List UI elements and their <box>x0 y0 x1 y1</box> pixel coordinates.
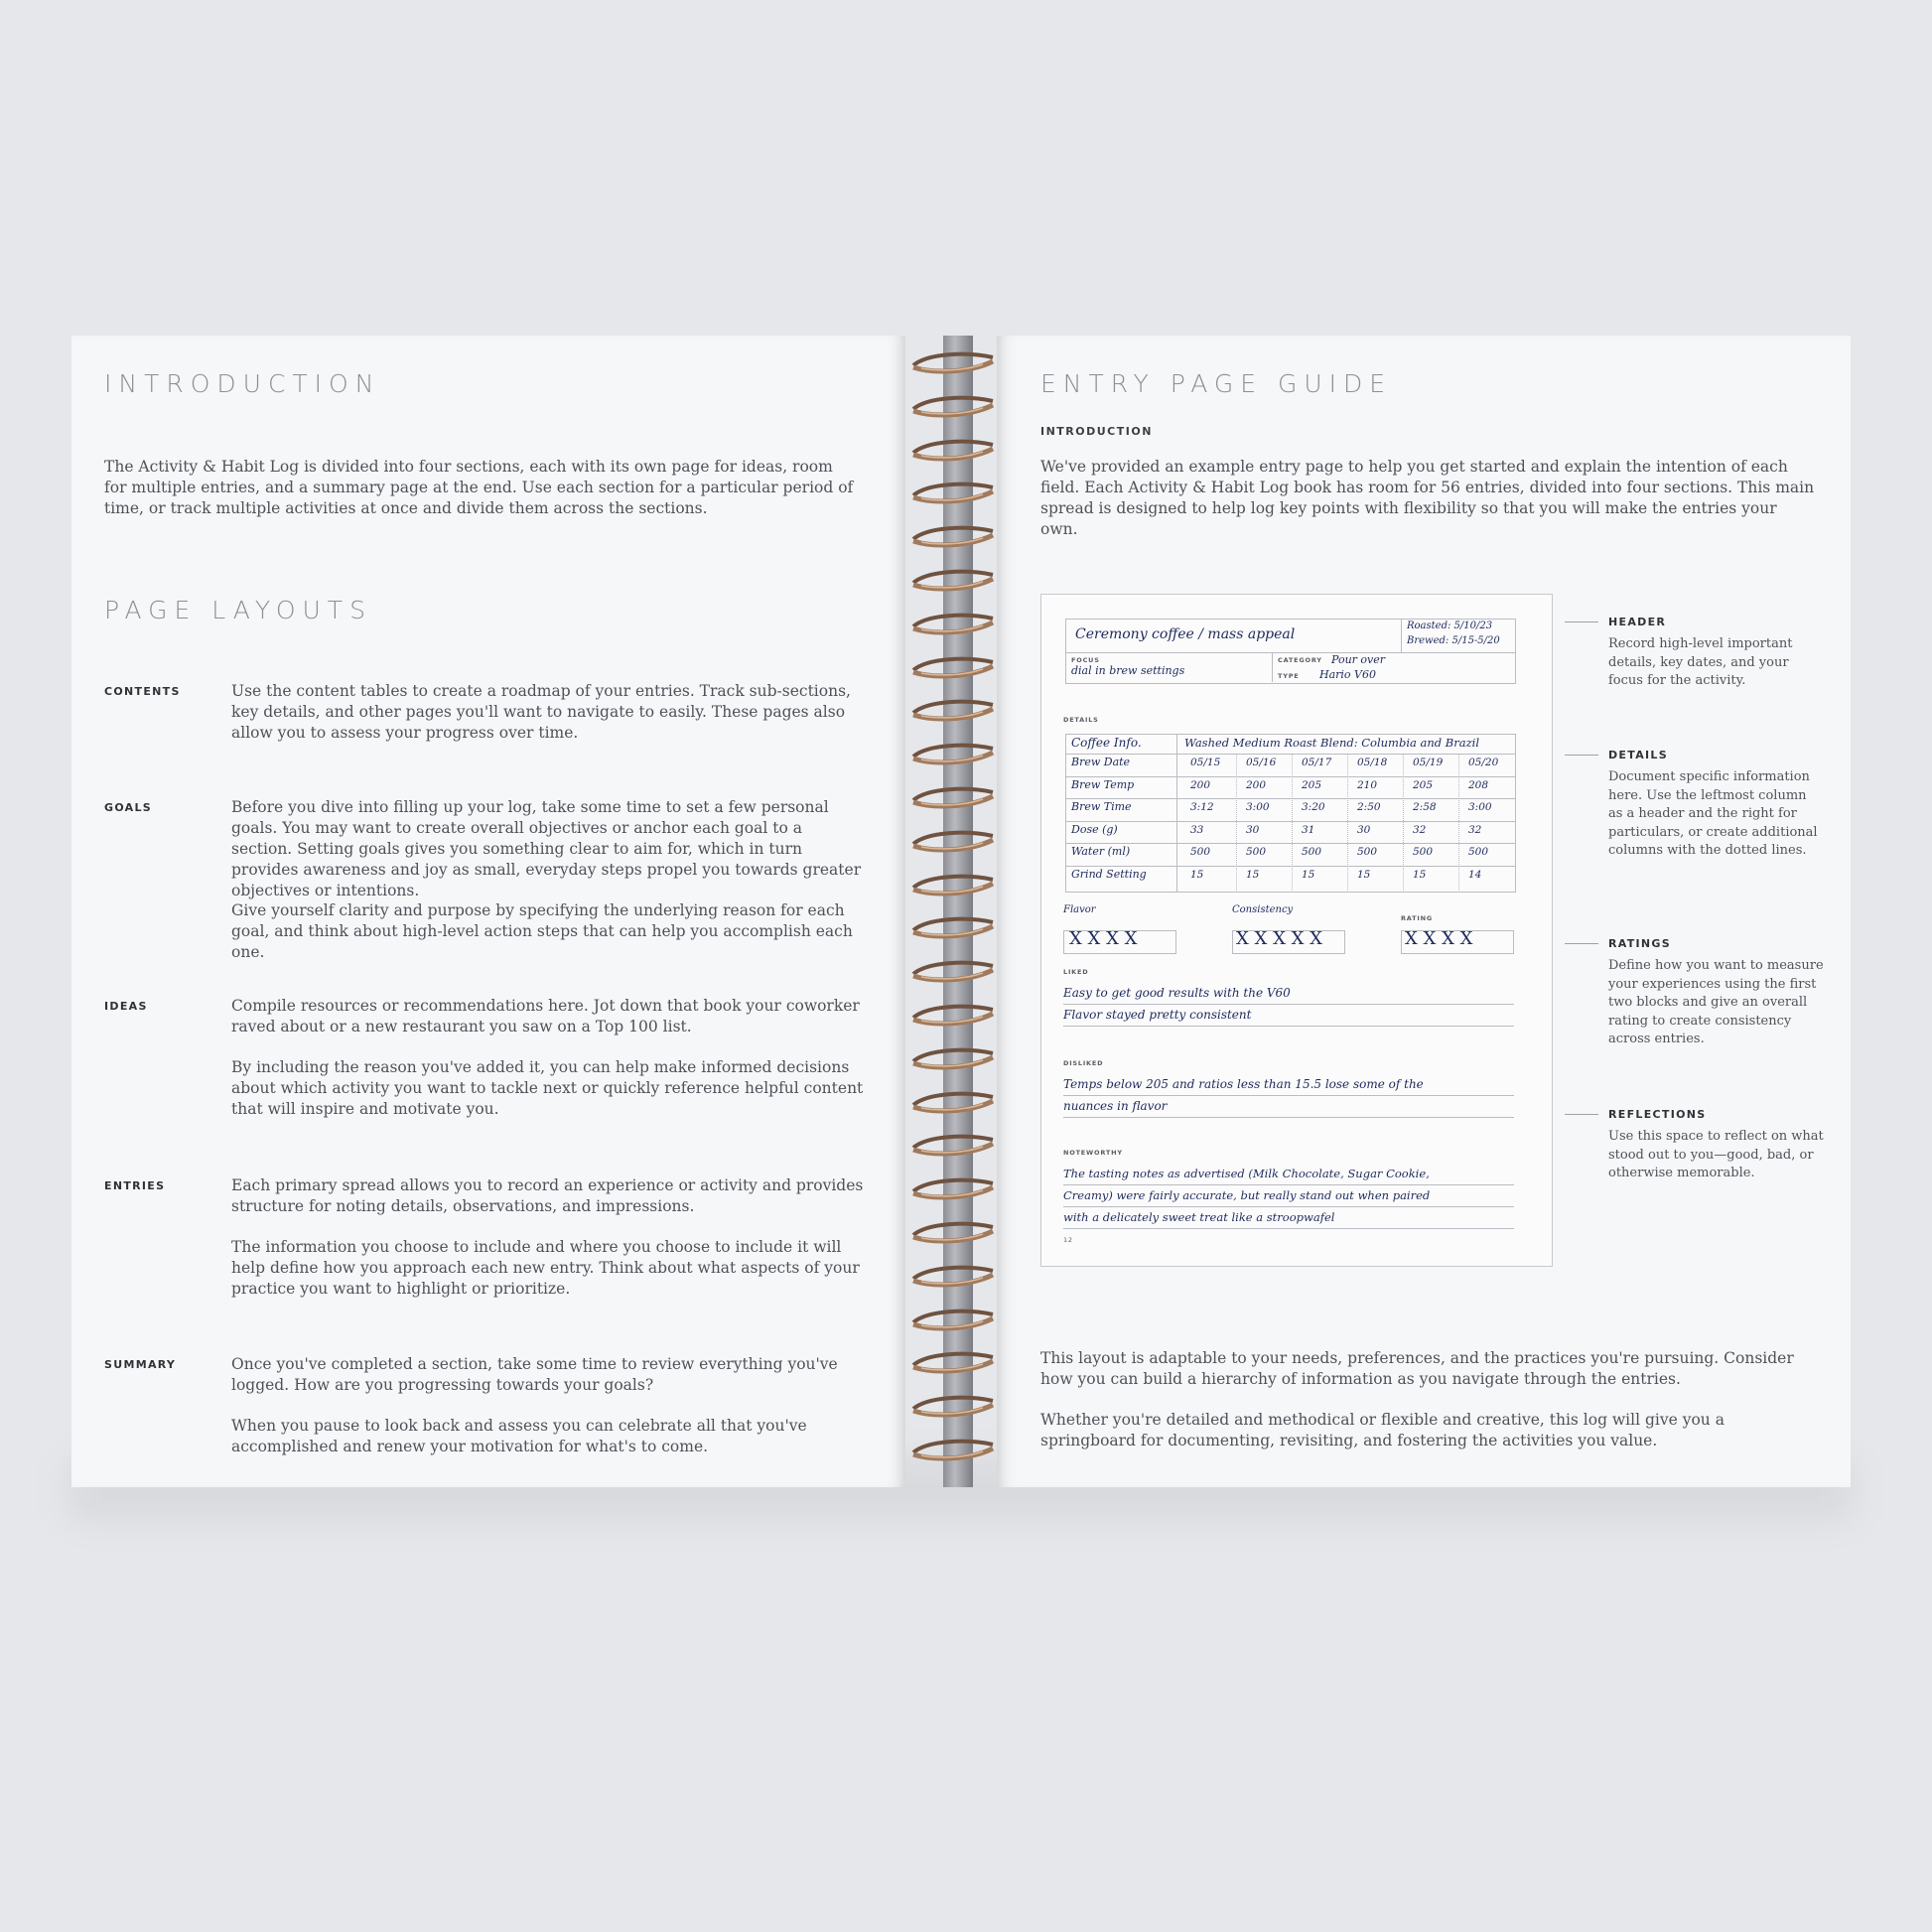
details-cell: 15 <box>1413 868 1427 881</box>
page-number: 12 <box>1063 1236 1073 1244</box>
details-row-label: Brew Temp <box>1071 777 1135 791</box>
page-layouts-heading: PAGE LAYOUTS <box>104 596 372 624</box>
details-column-dotted-line <box>1292 754 1293 891</box>
details-row-divider <box>1065 866 1516 867</box>
entry-category: Pour over <box>1331 653 1386 666</box>
section-text-entries-2: The information you choose to include and where you choose to include it will help define how you approach each new entry. Think about what aspects of your practice you want to highlight or prioritize. <box>231 1238 860 1298</box>
section-label-contents: CONTENTS <box>104 685 181 698</box>
spiral-binding <box>903 336 999 1487</box>
section-text-entries-1: Each primary spread allows you to record an experience or activity and provides structure for noting details, observations, and impressions. <box>231 1176 864 1215</box>
section-label-summary: SUMMARY <box>104 1358 177 1371</box>
details-row-divider <box>1065 798 1516 799</box>
disliked-line-1: Temps below 205 and ratios less than 15.5 lose some of the <box>1063 1077 1424 1091</box>
coil-ring <box>907 1089 999 1115</box>
annotation-text-reflections: Use this space to reflect on what stood out to you—good, bad, or otherwise memorable. <box>1608 1129 1824 1180</box>
annotation-label-ratings: RATINGS <box>1608 937 1671 950</box>
introduction-text: The Activity & Habit Log is divided into four sections, each with its own page for ideas, room for multiple entries, and a summary page at the end. Use each section for a particular period of time, or track multiple activities at once and divide them across the sections. <box>104 458 854 517</box>
coil-ring <box>907 611 999 636</box>
details-cell: 500 <box>1302 846 1322 858</box>
details-cell: 05/17 <box>1302 757 1332 768</box>
coil-ring <box>907 1263 999 1289</box>
details-column-dotted-line <box>1458 754 1459 891</box>
liked-line-1: Easy to get good results with the V60 <box>1063 986 1291 1000</box>
entry-page-guide-heading: ENTRY PAGE GUIDE <box>1040 369 1393 398</box>
details-cell: 2:50 <box>1357 801 1381 813</box>
details-cell: 500 <box>1413 846 1434 858</box>
noteworthy-label: NOTEWORTHY <box>1063 1149 1123 1157</box>
section-label-ideas: IDEAS <box>104 1000 148 1013</box>
category-label: CATEGORY <box>1278 656 1322 664</box>
section-text-ideas-2: By including the reason you've added it, you can help make informed decisions about which activity you want to tackle next or quickly reference helpful content that will inspire and motivate you. <box>231 1058 864 1118</box>
details-cell: 208 <box>1468 778 1489 791</box>
coil-ring <box>907 1132 999 1158</box>
section-label-goals: GOALS <box>104 801 153 814</box>
outro-text-1: This layout is adaptable to your needs, preferences, and the practices you're pursuing. Consider how you can build a hierarchy of information as you navigate through the entries. <box>1040 1349 1794 1388</box>
details-row-label: Brew Date <box>1071 756 1131 768</box>
coil-ring <box>907 741 999 766</box>
rating-2-label: Consistency <box>1232 904 1294 915</box>
coil-ring <box>907 958 999 984</box>
coil-ring <box>907 914 999 940</box>
details-cell: 500 <box>1246 846 1267 858</box>
details-cell: 32 <box>1413 823 1427 836</box>
rating-label: RATING <box>1401 914 1433 922</box>
details-cell: 3:00 <box>1246 801 1270 813</box>
coil-ring <box>907 393 999 419</box>
details-label: DETAILS <box>1063 716 1099 724</box>
details-row-label: Brew Time <box>1071 800 1132 813</box>
disliked-label: DISLIKED <box>1063 1059 1104 1067</box>
type-label: TYPE <box>1278 672 1300 680</box>
details-cell: 200 <box>1190 778 1211 791</box>
liked-line-2: Flavor stayed pretty consistent <box>1063 1008 1252 1022</box>
details-cell: 05/19 <box>1413 757 1444 768</box>
example-entry-card <box>1040 594 1553 1267</box>
section-text-goals-2: Give yourself clarity and purpose by specifying the underlying reason for each goal, and think about high-level action steps that can help you accomplish each one. <box>231 901 853 961</box>
details-cell: 14 <box>1468 868 1482 881</box>
coil-ring <box>907 1437 999 1462</box>
coil-ring <box>907 828 999 854</box>
details-cell: 32 <box>1468 823 1482 836</box>
coil-ring <box>907 567 999 593</box>
details-row-divider <box>1065 754 1516 755</box>
details-cell: 3:12 <box>1190 801 1214 813</box>
coffee-info-label: Coffee Info. <box>1071 736 1142 750</box>
annotation-text-details: Document specific information here. Use the leftmost column as a header and the right for particulars, or create additional columns with the dotted lines. <box>1608 769 1818 858</box>
outro-text-2: Whether you're detailed and methodical or flexible and creative, this log will give you a springboard for documenting, revisiting, and fostering the activities you value. <box>1040 1411 1725 1449</box>
noteworthy-line-3: with a delicately sweet treat like a stroopwafel <box>1063 1210 1335 1224</box>
noteworthy-line-2: Creamy) were fairly accurate, but really stand out when paired <box>1063 1188 1431 1202</box>
coil-ring <box>907 349 999 375</box>
annotation-label-reflections: REFLECTIONS <box>1608 1108 1707 1121</box>
section-label-entries: ENTRIES <box>104 1179 166 1192</box>
coil-ring <box>907 1349 999 1375</box>
coil-ring <box>907 1045 999 1071</box>
details-cell: 15 <box>1357 868 1371 881</box>
details-cell: 200 <box>1246 778 1267 791</box>
details-cell: 15 <box>1302 868 1315 881</box>
coil-ring <box>907 480 999 505</box>
details-cell: 3:20 <box>1302 801 1325 813</box>
details-row-divider <box>1065 776 1516 777</box>
details-column-dotted-line <box>1403 754 1404 891</box>
annotation-label-details: DETAILS <box>1608 749 1668 761</box>
entry-title: Ceremony coffee / mass appeal <box>1075 626 1296 642</box>
rating-1-marks: X X X X <box>1069 928 1138 949</box>
details-cell: 31 <box>1302 823 1315 836</box>
section-text-summary-2: When you pause to look back and assess you can celebrate all that you've accomplished and renew your motivation for what's to come. <box>231 1417 807 1455</box>
right-intro-text: We've provided an example entry page to help you get started and explain the intention of each field. Each Activity & Habit Log book has room for 56 entries, divided into four sections. This main spread is designed to help log key points with flexibility so that you will make the entries your own. <box>1040 458 1815 538</box>
right-intro-label: INTRODUCTION <box>1040 425 1153 438</box>
coil-ring <box>907 1307 999 1332</box>
details-cell: 500 <box>1468 846 1489 858</box>
details-cell: 15 <box>1246 868 1260 881</box>
details-cell: 05/18 <box>1357 757 1388 768</box>
details-cell: 205 <box>1413 778 1434 791</box>
coil-ring <box>907 697 999 723</box>
coil-ring <box>907 654 999 680</box>
coil-ring <box>907 1393 999 1419</box>
details-cell: 2:58 <box>1413 801 1437 813</box>
annotation-text-header: Record high-level important details, key dates, and your focus for the activity. <box>1608 636 1793 688</box>
coil-ring <box>907 523 999 549</box>
coil-ring <box>907 1175 999 1201</box>
annotation-text-ratings: Define how you want to measure your experiences using the first two blocks and give an overall rating to create consistency across entries. <box>1608 958 1824 1046</box>
details-cell: 3:00 <box>1468 801 1492 813</box>
details-row-label: Grind Setting <box>1071 867 1147 881</box>
coil-ring <box>907 1002 999 1028</box>
introduction-heading: INTRODUCTION <box>104 369 381 398</box>
rating-2-marks: X X X X X <box>1236 928 1322 949</box>
annotation-label-header: HEADER <box>1608 616 1667 628</box>
details-cell: 30 <box>1246 823 1260 836</box>
details-row-divider <box>1065 821 1516 822</box>
rating-1-label: Flavor <box>1063 904 1096 915</box>
details-cell: 210 <box>1357 778 1378 791</box>
details-row-divider <box>1065 843 1516 844</box>
noteworthy-line-1: The tasting notes as advertised (Milk Chocolate, Sugar Cookie, <box>1063 1167 1430 1180</box>
details-cell: 33 <box>1190 823 1204 836</box>
entry-type: Hario V60 <box>1319 668 1376 681</box>
coil-ring <box>907 437 999 463</box>
section-text-summary-1: Once you've completed a section, take some time to review everything you've logged. How are you progressing towards your goals? <box>231 1355 838 1394</box>
entry-focus: dial in brew settings <box>1071 664 1185 677</box>
details-column-dotted-line <box>1347 754 1348 891</box>
details-row-label: Dose (g) <box>1071 822 1118 836</box>
coffee-info: Washed Medium Roast Blend: Columbia and Brazil <box>1184 736 1480 750</box>
details-column-dotted-line <box>1236 754 1237 891</box>
disliked-line-2: nuances in flavor <box>1063 1099 1168 1113</box>
details-cell: 500 <box>1190 846 1211 858</box>
details-cell: 05/15 <box>1190 757 1221 768</box>
details-row-label: Water (ml) <box>1071 845 1131 858</box>
details-cell: 30 <box>1357 823 1371 836</box>
coil-ring <box>907 784 999 810</box>
section-text-ideas-1: Compile resources or recommendations here. Jot down that book your coworker raved about or a new restaurant you saw on a Top 100 list. <box>231 997 860 1035</box>
entry-brewed: Brewed: 5/15-5/20 <box>1407 635 1500 646</box>
details-cell: 15 <box>1190 868 1204 881</box>
details-cell: 05/16 <box>1246 757 1277 768</box>
details-cell: 500 <box>1357 846 1378 858</box>
coil-ring <box>907 1219 999 1245</box>
details-cell: 05/20 <box>1468 757 1499 768</box>
liked-label: LIKED <box>1063 968 1089 976</box>
focus-label: FOCUS <box>1071 656 1100 664</box>
details-cell: 205 <box>1302 778 1322 791</box>
rating-3-marks: X X X X <box>1405 928 1473 949</box>
section-text-goals-1: Before you dive into filling up your log, take some time to set a few personal goals. You may want to create overall objectives or anchor each goal to a section. Setting goals gives you something clear to aim for, which in turn provides awareness and joy as small, everyday steps propel you towards greater objectives or intentions. <box>231 798 862 899</box>
entry-roasted: Roasted: 5/10/23 <box>1407 621 1493 631</box>
section-text-contents: Use the content tables to create a roadmap of your entries. Track sub-sections, key details, and other pages you'll want to navigate to easily. These pages also allow you to assess your progress over time. <box>231 682 851 742</box>
coil-ring <box>907 872 999 897</box>
